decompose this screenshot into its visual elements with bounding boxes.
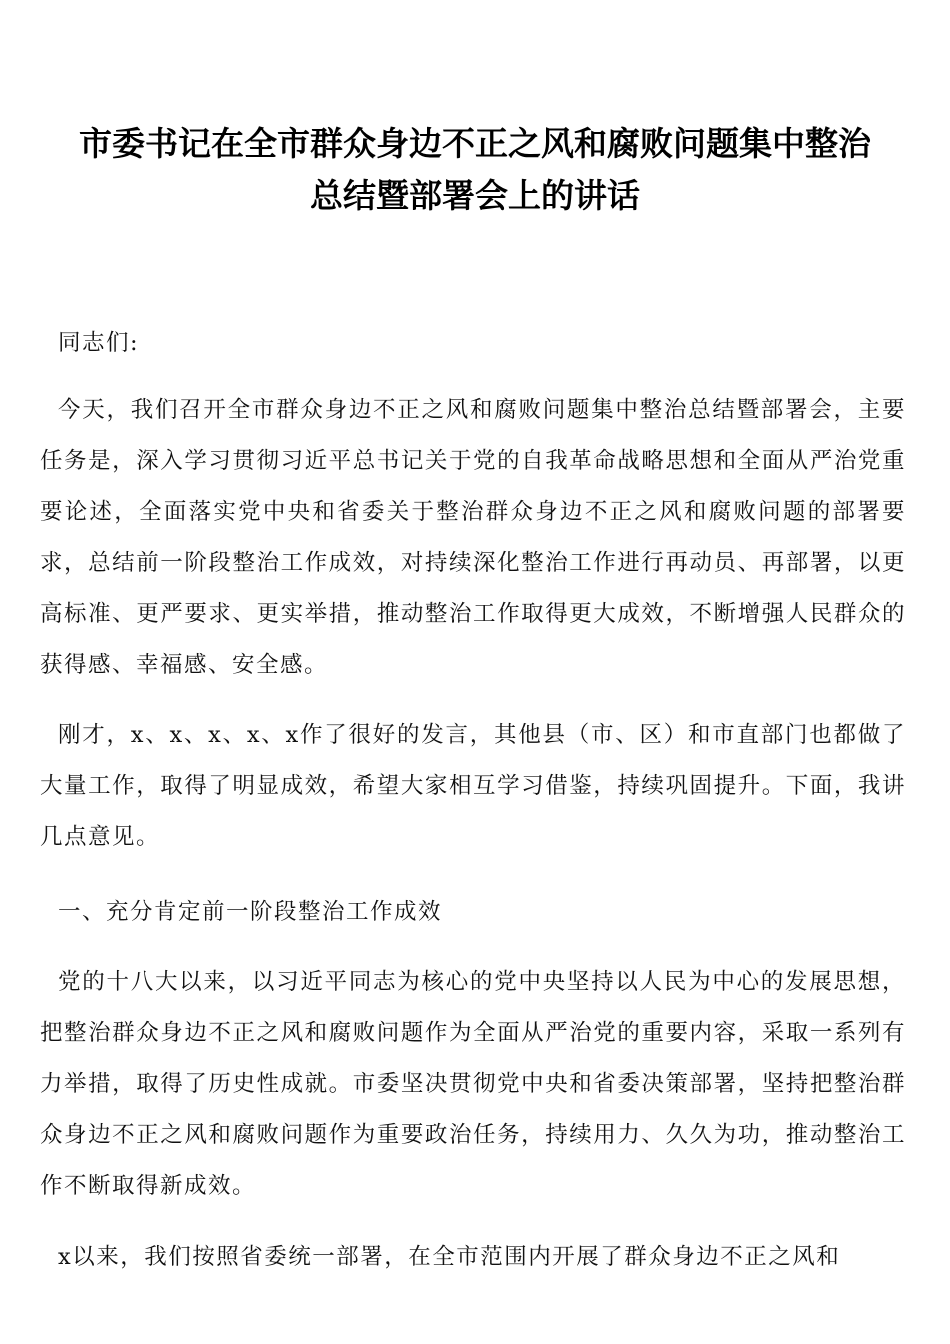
document-title-line-1: 市委书记在全市群众身边不正之风和腐败问题集中整治 — [79, 124, 871, 163]
paragraph-opening: 今天，我们召开全市群众身边不正之风和腐败问题集中整治总结暨部署会，主要任务是，深入学习贯彻习近平总书记关于党的自我革命战略思想和全面从严治党重要论述，全面落实党中央和省委关于整治群众身边不正之风和腐败问题的部署要求，总结前一阶段整治工作成效，对持续深化整治工作进行再动员、再部署，以更高标准、更严要求、更实举措，推动整治工作取得更大成效，不断增强人民群众的获得感、幸福感、安全感。 — [40, 397, 906, 678]
paragraph-remarks: 刚才，x、x、x、x、x作了很好的发言，其他县（市、区）和市直部门也都做了大量工作，取得了明显成效，希望大家相互学习借鉴，持续巩固提升。下面，我讲几点意见。 — [40, 722, 906, 850]
section-heading-1: 一、充分肯定前一阶段整治工作成效 — [58, 899, 443, 925]
salutation: 同志们: — [58, 330, 140, 356]
document-title-line-2: 总结暨部署会上的讲话 — [310, 176, 640, 215]
document-title — [40, 118, 910, 222]
section-1-paragraph-2: x以来，我们按照省委统一部署，在全市范围内开展了群众身边不正之风和 — [58, 1244, 841, 1270]
section-1-paragraph-1: 党的十八大以来，以习近平同志为核心的党中央坚持以人民为中心的发展思想，把整治群众身边不正之风和腐败问题作为全面从严治党的重要内容，采取一系列有力举措，取得了历史性成就。市委坚决贯彻党中央和省委决策部署，坚持把整治群众身边不正之风和腐败问题作为重要政治任务，持续用力、久久为功，推动整治工作不断取得新成效。 — [40, 969, 906, 1199]
